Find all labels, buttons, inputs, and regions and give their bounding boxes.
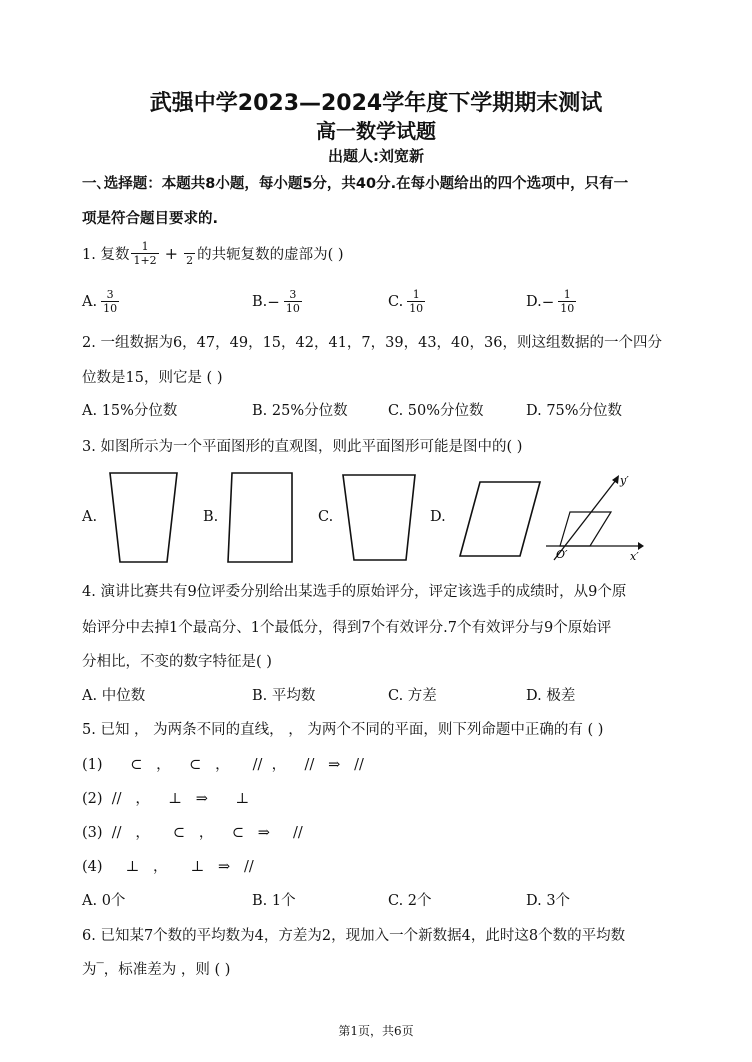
q1-option-d-label: D. (526, 293, 542, 310)
q5-statement-1: (1) ⊂ ， ⊂ ， // ， // ⇒ // (82, 757, 364, 773)
q2-option-b[interactable]: B. 25%分位数 (252, 403, 348, 419)
q3-option-d-parallelogram (460, 482, 540, 556)
q3-option-d-label[interactable]: D. (430, 509, 446, 525)
question-3: 3. 如图所示为一个平面图形的直观图，则此平面图形可能是图中的( ) (82, 439, 523, 455)
q1-option-d-frac (558, 288, 576, 315)
q3-option-b-trapezoid (228, 473, 292, 562)
q3-option-b-figure (226, 470, 298, 566)
q1-suffix: 的共轭复数的虚部为( ) (197, 247, 344, 263)
question-6-line1: 6. 已知某7个数的平均数为4，方差为2，现加入一个新数据4，此时这8个数的平均数 (82, 928, 626, 944)
question-2-line2: 位数是15，则它是 ( ) (82, 370, 223, 386)
q1-prefix: 1. 复数 (82, 247, 130, 263)
question-1 (82, 240, 344, 267)
section-heading-line2: 项是符合题目要求的. (82, 211, 219, 227)
q1-option-d[interactable] (526, 288, 578, 315)
question-4-line3: 分相比，不变的数字特征是( ) (82, 654, 272, 670)
q5-statement-4: (4) ⊥ ， ⊥ ⇒ // (82, 859, 254, 875)
q2-option-d[interactable]: D. 75%分位数 (526, 403, 623, 419)
exam-subtitle: 高一数学试题 (316, 119, 436, 143)
q1-small-frac-den: 2 (186, 254, 194, 267)
q2-option-a[interactable]: A. 15%分位数 (82, 403, 178, 419)
q3-option-c-trapezoid (343, 475, 415, 560)
x-axis-arrow-icon (638, 542, 644, 550)
y-axis-label: y′ (620, 474, 629, 487)
question-5: 5. 已知 ， 为两条不同的直线， ， 为两个不同的平面，则下列命题中正确的有 ( ) (82, 722, 604, 738)
q1-option-c-den: 10 (409, 302, 424, 315)
q3-option-a-label[interactable]: A. (82, 509, 98, 525)
q1-option-b-den: 10 (285, 302, 300, 315)
q5-option-c[interactable]: C. 2个 (388, 893, 432, 909)
q1-option-c-num: 1 (412, 288, 420, 301)
exam-author: 出题人:刘宽新 (328, 147, 424, 165)
q3-option-b-label[interactable]: B. (203, 509, 219, 525)
question-4-line2: 始评分中去掉1个最高分、1个最低分，得到7个有效评分.7个有效评分与9个原始评 (82, 620, 612, 636)
q1-option-a-den: 10 (103, 302, 118, 315)
q1-frac-den: 1+2 (133, 254, 157, 267)
section-heading-line1: 一､选择题：本题共8小题，每小题5分，共40分.在每小题给出的四个选项中，只有一 (82, 176, 629, 192)
q1-option-b-num: 3 (289, 288, 297, 301)
q5-option-d[interactable]: D. 3个 (526, 893, 571, 909)
q3-option-c-figure (340, 470, 418, 566)
q4-option-b[interactable]: B. 平均数 (252, 688, 316, 704)
q1-option-d-den: 10 (560, 302, 575, 315)
q1-option-b-sign: − (267, 292, 280, 311)
question-2-line1: 2. 一组数据为6，47，49，15，42，41，7，39，43，40，36，则这组数据的一个四分 (82, 335, 662, 351)
q3-option-a-trapezoid (110, 473, 177, 562)
page-number: 第1页，共6页 (338, 1024, 414, 1038)
y-axis-arrow-icon (612, 475, 619, 484)
q5-option-b[interactable]: B. 1个 (252, 893, 296, 909)
question-6-line2: 为‾，标准差为 ，则 ( ) (82, 962, 231, 978)
exam-title: 武强中学2023—2024学年度下学期期末测试 (149, 91, 603, 116)
q1-small-fraction (184, 240, 195, 267)
q1-option-c-frac (407, 288, 425, 315)
q1-option-c[interactable] (388, 288, 427, 315)
q5-option-a[interactable]: A. 0个 (82, 893, 126, 909)
q1-option-a-frac (101, 288, 119, 315)
q4-option-d[interactable]: D. 极差 (526, 688, 576, 704)
q4-option-a[interactable]: A. 中位数 (82, 688, 146, 704)
intuitive-quad (560, 512, 611, 546)
question-4-line1: 4. 演讲比赛共有9位评委分别给出某选手的原始评分，评定该选手的成绩时，从9个原 (82, 584, 627, 600)
q1-option-a[interactable] (82, 288, 121, 315)
q1-option-a-num: 3 (106, 288, 114, 301)
q3-option-d-figure (456, 476, 544, 560)
q1-option-b-frac (284, 288, 302, 315)
q1-small-frac-num (188, 240, 192, 253)
q1-option-b-label: B. (252, 293, 268, 310)
q1-option-d-sign: − (541, 292, 555, 311)
q5-statement-3: (3) // ， ⊂ ， ⊂ ⇒ // (82, 825, 303, 841)
q3-option-a-figure (106, 470, 182, 566)
q2-option-c[interactable]: C. 50%分位数 (388, 403, 484, 419)
q1-option-b[interactable] (252, 288, 304, 315)
x-axis-label: x′ (630, 550, 639, 562)
q1-option-d-num: 1 (563, 288, 571, 301)
q1-option-c-label: C. (388, 293, 404, 310)
origin-label: O′ (556, 548, 568, 561)
q5-statement-2: (2) // ， ⊥ ⇒ ⊥ (82, 791, 250, 807)
q4-option-c[interactable]: C. 方差 (388, 688, 437, 704)
q1-plus: + (164, 244, 179, 263)
q3-intuitive-diagram (544, 470, 654, 562)
q1-fraction (131, 240, 158, 267)
q1-frac-num: 1 (141, 240, 149, 253)
q1-option-a-label: A. (82, 293, 98, 310)
q3-option-c-label[interactable]: C. (318, 509, 334, 525)
